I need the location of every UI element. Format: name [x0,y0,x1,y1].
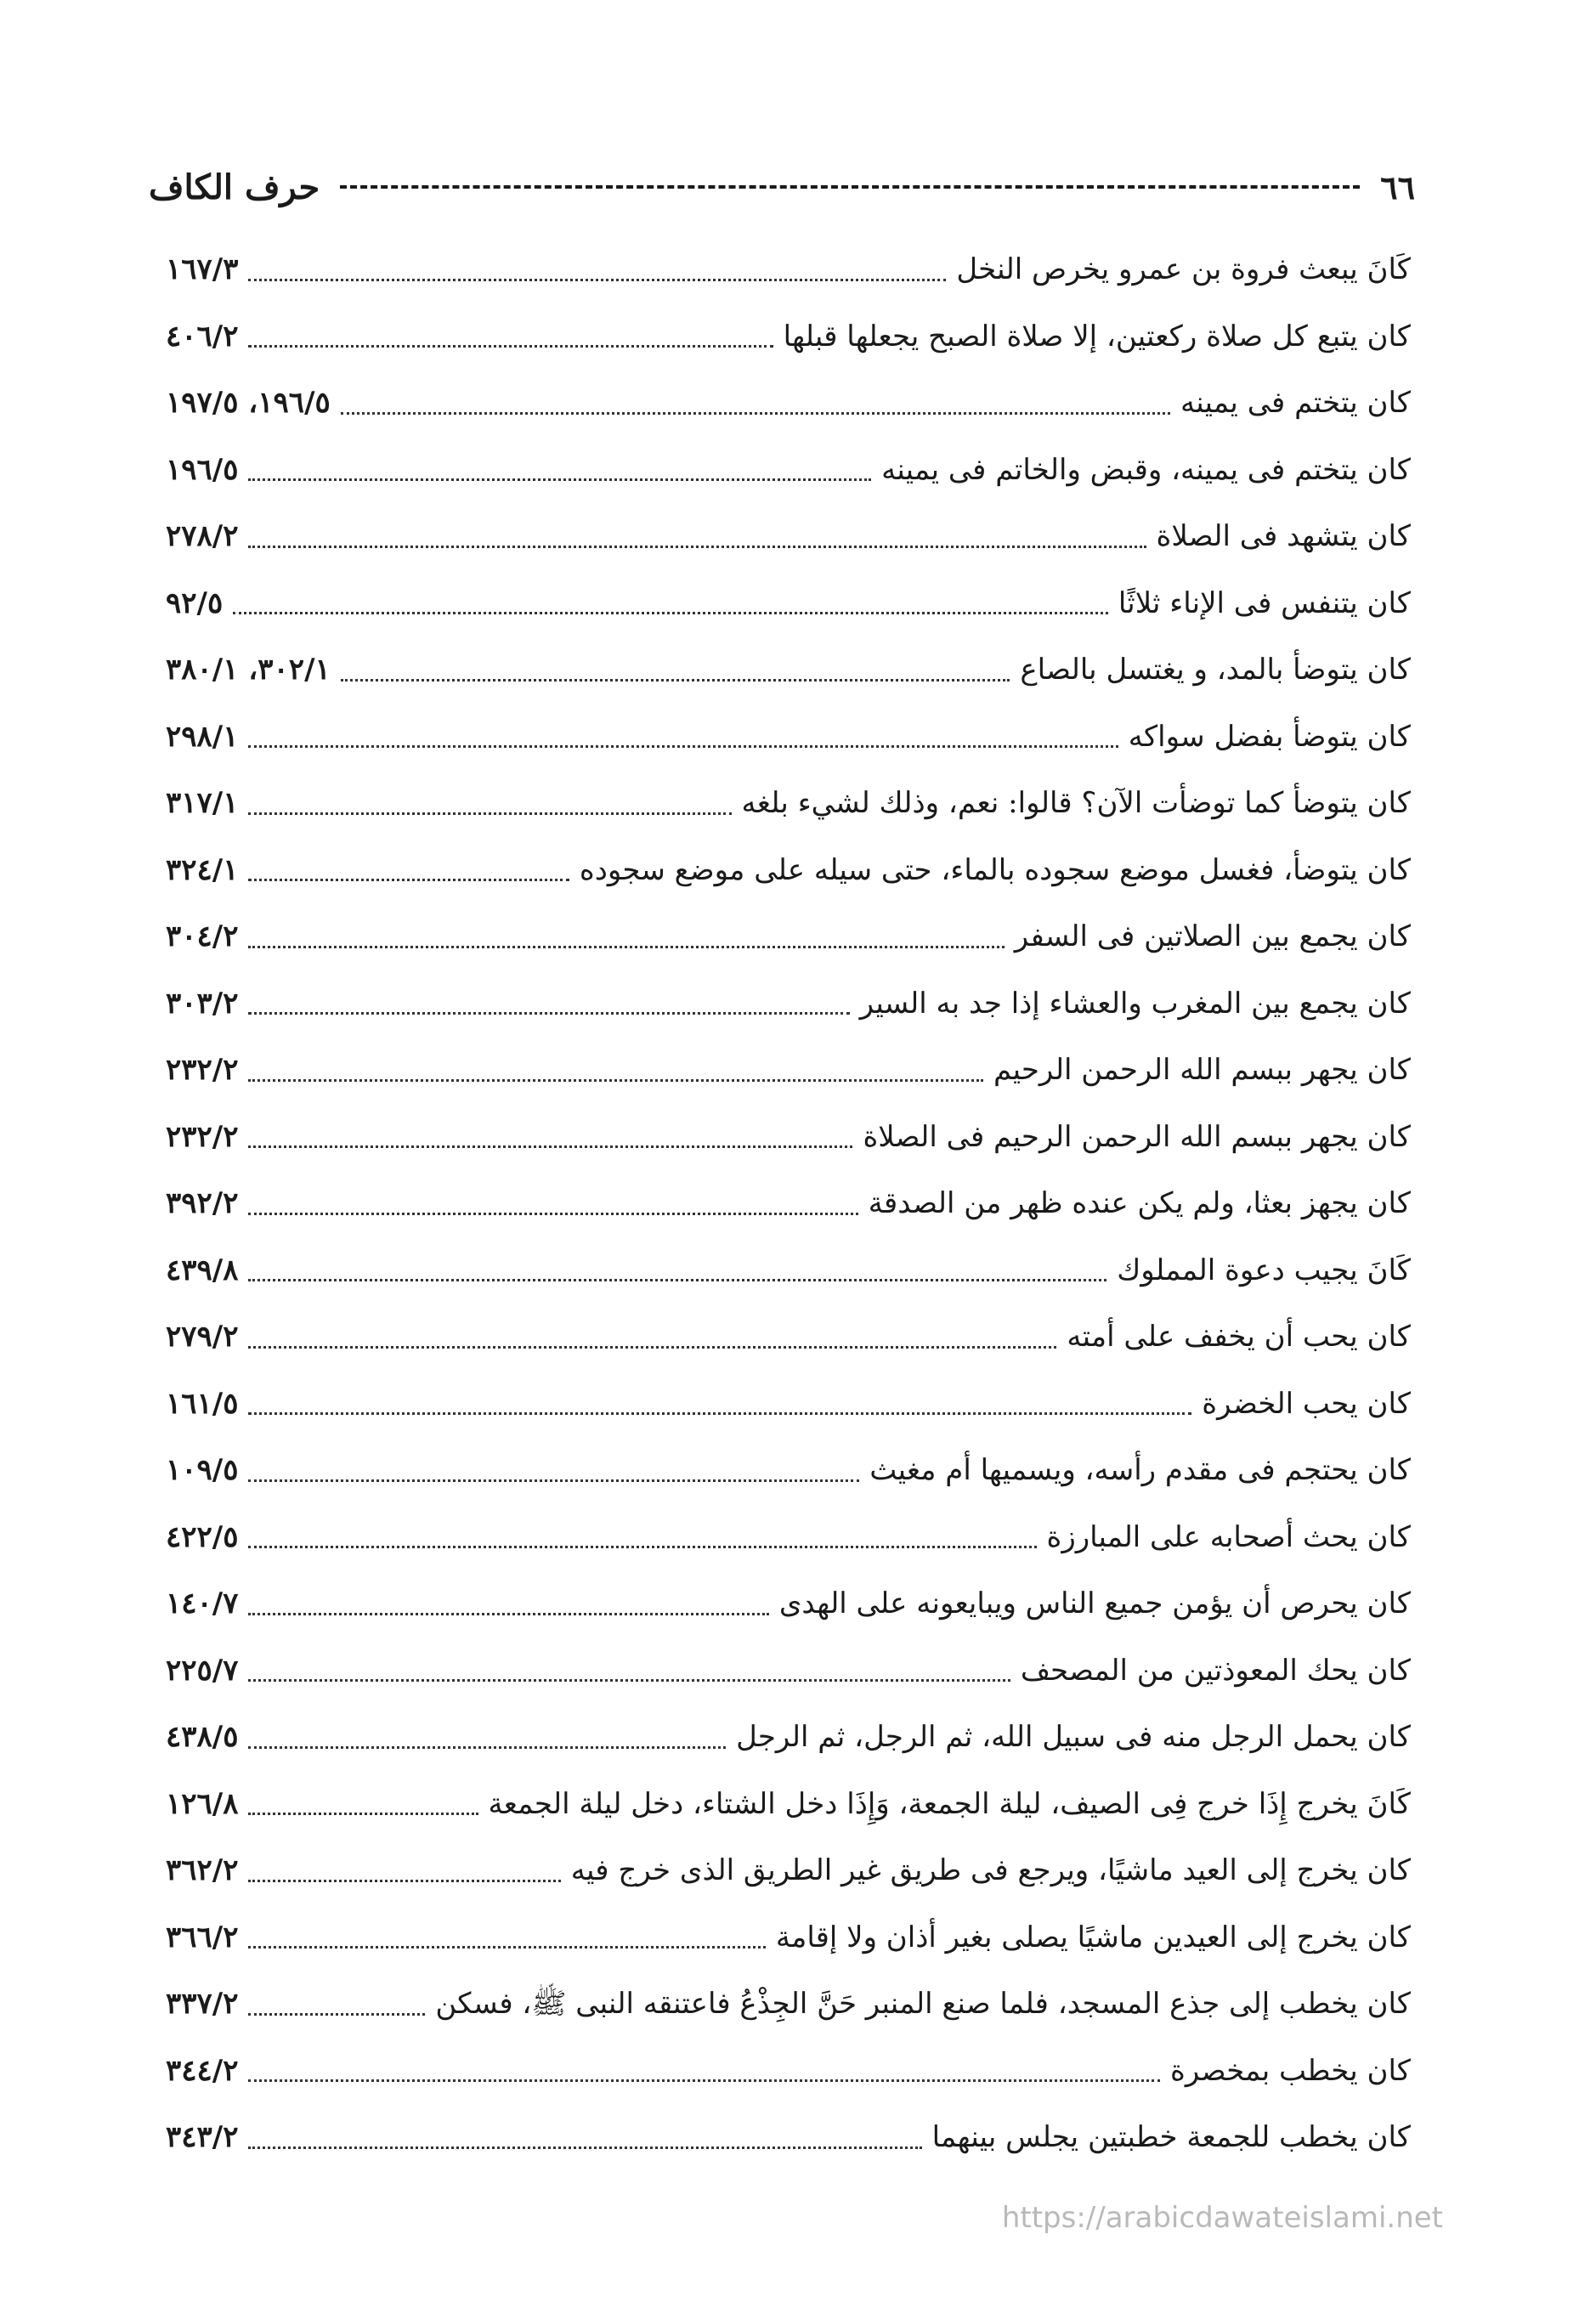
index-entry [166,1104,1411,1171]
index-entry [166,236,1411,303]
dot-leader [248,1479,859,1482]
watermark: https://arabicdawateislami.net [1001,2201,1443,2235]
entry-text: كان يتوضأ بفضل سواكه [1128,719,1411,754]
entry-reference: ٢٧٨/٢ [166,519,239,553]
dot-leader [248,1880,560,1882]
index-entry [166,1371,1411,1438]
index-entry [166,1704,1411,1771]
entry-reference: ٢٩٨/١ [166,719,239,754]
entry-text: كان يخرج إلى العيد ماشيًا، ويرجع فى طريق غير الطريق الذى خرج فيه [570,1853,1411,1887]
entry-text: كان يحب الخضرة [1202,1386,1411,1421]
entry-text: كان يحث أصحابه على المبارزة [1046,1519,1411,1554]
index-entry [166,370,1411,437]
entry-text: كان يتوضأ بالمد، و يغتسل بالصاع [1020,653,1411,687]
entry-text: كان يتوضأ، فغسل موضع سجوده بالماء، حتى سيله على موضع سجوده [579,852,1411,887]
dot-leader [248,478,871,481]
entry-text: كان يحرص أن يؤمن جميع الناس ويبايعونه على الهدى [778,1587,1411,1620]
dot-leader [233,612,1108,614]
index-entry [166,1237,1411,1304]
entry-reference: ٤٣٩/٨ [166,1253,239,1287]
index-entry [166,704,1411,771]
dot-leader [248,2146,921,2149]
entry-reference: ١٩٦/٥ [166,452,239,487]
entry-reference: ٣٦٢/٢ [166,1853,239,1887]
entry-reference: ٣٤٤/٢ [166,2053,239,2088]
dot-leader [248,1813,478,1815]
entry-text: كان يتشهد فى الصلاة [1156,519,1411,553]
index-entry [166,903,1411,970]
dot-leader [248,546,1146,548]
index-entry [166,1771,1411,1838]
dot-leader [248,1079,983,1082]
dot-leader [248,946,1004,948]
entry-reference: ٤٣٨/٥ [166,1720,239,1754]
entry-reference: ٢٧٩/٢ [166,1320,239,1354]
dot-leader [248,1613,768,1615]
index-entry [166,1837,1411,1904]
entry-text: كان يخطب بمخصرة [1170,2053,1411,2088]
page-number: ٦٦ [1380,167,1415,206]
index-entries [166,236,1411,2157]
index-entry [166,2104,1411,2171]
index-entry [166,570,1411,637]
entry-text: كَانَ يخرج إِذَا خرج فِى الصيف، ليلة الجمعة، وَإِذَا دخل الشتاء، دخل ليلة الجمعة [488,1786,1411,1821]
entry-reference: ٣٢٤/١ [166,852,239,887]
entry-text: كان يخطب للجمعة خطبتين يجلس بينهما [931,2120,1411,2154]
dot-leader [248,1012,849,1015]
entry-text: كان يتبع كل صلاة ركعتين، إلا صلاة الصبح يجعلها قبلها [783,319,1411,354]
entry-text: كان يخرج إلى العيدين ماشيًا يصلى بغير أذان ولا إقامة [775,1920,1411,1954]
header-dashed-rule [340,185,1360,189]
entry-text: كان يحك المعوذتين من المصحف [1020,1653,1411,1688]
entry-text: كَانَ يجيب دعوة المملوك [1117,1253,1411,1287]
index-entry [166,2038,1411,2105]
dot-leader [248,1145,852,1148]
entry-text: كان يخطب إلى جذع المسجد، فلما صنع المنبر حَنَّ الجِذْعُ فاعتنقه النبى ﷺ، فسكن [435,1987,1411,2021]
index-entry [166,636,1411,704]
entry-text: كان يتنفس فى الإناء ثلاثًا [1118,585,1411,620]
dot-leader [248,1213,857,1215]
entry-text: كان يحتجم فى مقدم رأسه، ويسميها أم مغيث [869,1453,1411,1487]
dot-leader [248,2013,425,2016]
entry-text: كان يتوضأ كما توضأت الآن؟ قالوا: نعم، وذلك لشيء بلغه [741,786,1411,820]
entry-reference: ٣٠٢/١، ٣٨٠/١ [166,653,331,687]
entry-reference: ١٠٩/٥ [166,1453,239,1487]
entry-text: كان يجهر ببسم الله الرحمن الرحيم [993,1053,1411,1087]
entry-reference: ٣٦٦/٢ [166,1920,239,1954]
entry-text: كان يجمع بين الصلاتين فى السفر [1014,919,1411,953]
entry-reference: ٩٢/٥ [166,585,224,620]
index-entry [166,1504,1411,1571]
page-header [149,157,1415,217]
entry-reference: ٢٣٢/٢ [166,1119,239,1154]
index-entry [166,837,1411,904]
entry-text: كان يجمع بين المغرب والعشاء إذا جد به السير [859,986,1411,1021]
dot-leader [248,1679,1010,1682]
entry-text: كان يحب أن يخفف على أمته [1067,1320,1411,1354]
index-entry [166,1637,1411,1705]
entry-text: كان يتختم فى يمينه، وقبض والخاتم فى يمينه [881,452,1411,487]
dot-leader [341,412,1170,415]
entry-reference: ٣٠٣/٢ [166,986,239,1021]
entry-reference: ١٤٠/٧ [166,1587,239,1620]
entry-text: كان يجهر ببسم الله الرحمن الرحيم فى الصلاة [863,1119,1411,1154]
entry-reference: ٣٩٢/٢ [166,1186,239,1220]
index-entry [166,1170,1411,1237]
dot-leader [248,279,946,281]
dot-leader [248,745,1118,748]
dot-leader [341,679,1010,682]
index-entry [166,1570,1411,1637]
entry-text: كان يتختم فى يمينه [1180,386,1411,420]
dot-leader [248,2079,1160,2082]
dot-leader [248,879,569,881]
entry-reference: ٢٣٢/٢ [166,1053,239,1087]
dot-leader [248,345,773,348]
index-entry [166,1904,1411,1971]
entry-reference: ١٩٦/٥، ١٩٧/٥ [166,386,331,420]
entry-text: كَانَ يبعث فروة بن عمرو يخرص النخل [956,252,1411,286]
section-title: حرف الكاف [149,167,320,207]
dot-leader [248,812,731,815]
entry-text: كان يجهز بعثا، ولم يكن عنده ظهر من الصدقة [868,1186,1411,1220]
entry-reference: ١٢٦/٨ [166,1786,239,1821]
entry-reference: ١٦٧/٣ [166,252,239,286]
index-entry [166,970,1411,1038]
entry-reference: ٢٢٥/٧ [166,1653,239,1688]
entry-reference: ٣٠٤/٢ [166,919,239,953]
index-entry [166,770,1411,837]
dot-leader [248,1412,1191,1415]
index-entry [166,303,1411,370]
index-entry [166,1437,1411,1504]
index-entry [166,437,1411,504]
dot-leader [248,1279,1106,1281]
entry-reference: ١٦١/٥ [166,1386,239,1421]
entry-reference: ٤٢٢/٥ [166,1519,239,1554]
index-entry [166,503,1411,570]
index-entry [166,1971,1411,2038]
index-entry [166,1037,1411,1104]
entry-reference: ٣٣٧/٢ [166,1987,239,2021]
index-entry [166,1304,1411,1371]
entry-reference: ٤٠٦/٢ [166,319,239,354]
entry-reference: ٣١٧/١ [166,786,239,820]
dot-leader [248,1546,1036,1548]
entry-reference: ٣٤٣/٢ [166,2120,239,2154]
dot-leader [248,1346,1056,1349]
dot-leader [248,1746,726,1749]
dot-leader [248,1946,765,1949]
entry-text: كان يحمل الرجل منه فى سبيل الله، ثم الرجل، ثم الرجل [736,1720,1411,1754]
